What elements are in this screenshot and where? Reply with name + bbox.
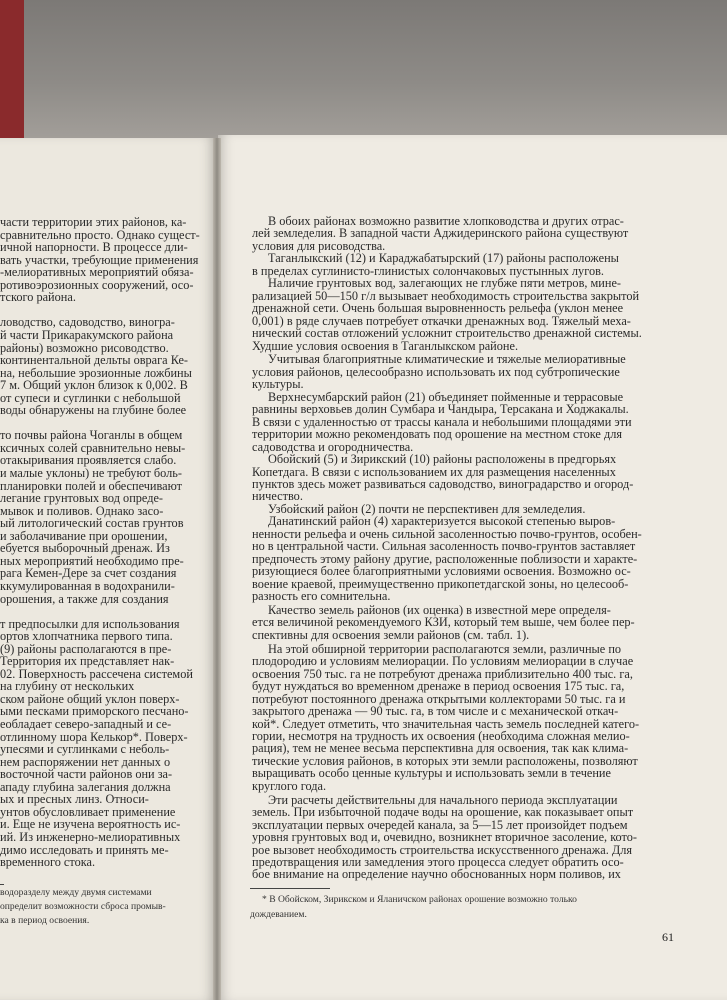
text-line: на, небольшие эрозионные ложбины — [0, 365, 192, 380]
book-gutter — [213, 138, 221, 1000]
text-line: потребуют постоянного дренажа открытыми коллекторами 50 тыс. га и — [252, 691, 626, 706]
text-line: Данатинский район (4) характеризуется высокой степенью выров- — [268, 514, 616, 529]
text-line: ничество. — [252, 489, 303, 504]
text-line: т предпосылки для использования — [0, 616, 180, 631]
text-line: уровня грунтовых вод и, очевидно, возникнет вторичное засоление, кото- — [252, 830, 637, 845]
text-line: отлинному шора Келькор*. Поверх- — [0, 729, 188, 744]
text-line: сравнительно просто. Однако сущест- — [0, 227, 200, 242]
text-line: Узбойский район (2) почти не перспективен для земледелия. — [268, 501, 586, 516]
text-line: садоводства и огородничества. — [252, 439, 414, 454]
text-line: (9) районы располагаются в пре- — [0, 641, 172, 656]
text-line: части территории этих районов, ка- — [0, 215, 187, 229]
text-line: то почвы района Чоганлы в общем — [0, 428, 183, 443]
text-line: и. Еще не изучена вероятность ис- — [0, 817, 181, 832]
text-line: ый литологический состав грунтов — [0, 516, 184, 531]
text-line: отакыривания проявляется слабо. — [0, 453, 177, 468]
text-line: в пределах суглинисто-глинистых солончаковых пустынных лугов. — [252, 263, 604, 278]
text-line: ыми песками приморского песчано- — [0, 704, 189, 719]
text-line: Обойский (5) и Зирикский (10) районы расположены в предгорьях — [268, 452, 617, 467]
text-line: ском районе общий уклон поверх- — [0, 691, 180, 706]
text-line: круглого года. — [252, 778, 327, 793]
text-line: 02. Поверхность рассечена системой — [0, 666, 193, 681]
text-line: спективны для освоения земли районов (см. табл. 1). — [252, 627, 530, 642]
text-line: разность его сомнительна. — [252, 589, 391, 603]
text-line: воение краевой, преимущественно прикопетдагской зоны, но целесооб- — [252, 576, 629, 591]
text-line: предотвращения или замедления этого процесса следует обратить осо- — [252, 854, 624, 869]
text-line: ичной напорности. В процессе дли- — [0, 240, 188, 255]
text-line: -мелиоративных мероприятий обяза- — [0, 265, 194, 280]
text-line: нем распоряжении нет данных о — [0, 754, 171, 769]
text-line: дождеванием. — [250, 909, 307, 920]
text-line: димо исследовать и принять ме- — [0, 842, 169, 857]
text-line: восточной части районов они за- — [0, 767, 173, 782]
text-line: предпочесть этому району другие, расположенные поблизости и характе- — [252, 551, 638, 566]
text-line: эксплуатации первых очередей канала, за 5—15 лет произойдет подъем — [252, 817, 628, 832]
text-line: Таганлыкский (12) и Караджабатырский (17) районы расположены — [268, 251, 619, 266]
text-line: 7 м. Общий уклон близок к 0,002. В — [0, 378, 188, 393]
text-line: временного стока. — [0, 855, 96, 870]
text-line: будут нуждаться во временном дренаже в период освоения 175 тыс. га, — [252, 679, 625, 694]
background-surface — [0, 0, 727, 138]
text-line: и заболачивание при орошении, — [0, 528, 168, 543]
text-line: земель. При избыточной подаче воды на орошение, как показывает опыт — [252, 805, 634, 820]
text-line: пунктов здесь может развиваться садоводство, виноградарство и огород- — [252, 476, 634, 491]
text-line: плодородию и условиям мелиорации. По условиям мелиорации в случае — [252, 654, 634, 669]
text-line: определит возможности сброса промыв- — [0, 901, 166, 912]
text-line: ловодство, садоводство, виногра- — [0, 315, 175, 330]
text-line: от супеси и суглинки с небольшой — [0, 390, 181, 405]
text-line: территории можно рекомендовать под орошение на местном стоке для — [252, 427, 622, 442]
text-line: нический состав отложений усложнит строительство дренажной системы. — [252, 326, 642, 341]
text-line: условия для рисоводства. — [252, 238, 386, 253]
text-line: дренажной сети. Очень большая выровненность рельефа (уклон менее — [252, 301, 624, 316]
text-line: орошения, а также для создания — [0, 591, 169, 606]
text-line: легание грунтовых вод опреде- — [0, 491, 164, 506]
text-line: Учитывая благоприятные климатические и тяжелые мелиоративные — [268, 352, 626, 367]
text-line: закрытого дренажа — 90 тыс. га, в том числе и с механической откач- — [252, 704, 619, 719]
text-line: Копетдага. В связи с использованием их для размещения населенных — [252, 464, 616, 479]
text-line: рага Кемен-Дере за счет создания — [0, 566, 177, 581]
text-line: мывок и поливов. Однако засо- — [0, 503, 164, 518]
text-line: но в центральной части. Сильная засоленность почво-грунтов заставляет — [252, 539, 636, 554]
book-cover-edge — [0, 0, 24, 145]
left-footnote-rule — [0, 884, 4, 885]
text-line: водоразделу между двумя системами — [0, 887, 152, 898]
text-line: гории, несмотря на трудность их освоения (необходима сложная мелио- — [252, 728, 630, 743]
text-line: й части Прикаракумского района — [0, 327, 174, 342]
text-line: и малые уклоны) не требуют боль- — [0, 466, 183, 480]
text-line: условия районов, целесообразно использовать их под субтропические — [252, 364, 620, 379]
text-line: рое вызовет необходимость строительства искусственного дренажа. Для — [252, 842, 633, 857]
text-line: В связи с удаленностью от трассы канала и небольшими площадями эти — [252, 414, 632, 429]
text-line: ксичных солей сравнительно невы- — [0, 440, 186, 455]
text-line: континентальной дельты оврага Ке- — [0, 353, 188, 368]
text-line: Территория их представляет нак- — [0, 654, 175, 669]
text-line: 0,001) в ряде случаев потребует откачки дренажных вод. Тяжелый меха- — [252, 313, 631, 328]
page-number: 61 — [662, 930, 674, 944]
text-line: ных мероприятий необходимо пре- — [0, 553, 184, 568]
text-line: ризующиеся более благоприятными условиями освоения. Возможно ос- — [252, 564, 631, 579]
text-line: рация), тем не менее весьма перспективна для освоения, так как клима- — [252, 741, 629, 756]
text-line: кой*. Следует отметить, что значительная часть земель последней катего- — [252, 716, 640, 731]
text-line: освоения 750 тыс. га не потребуют дренажа приблизительно 400 тыс. га, — [252, 666, 633, 681]
text-line: тского района. — [0, 290, 76, 305]
text-line: вать участки, требующие применения — [0, 252, 199, 267]
text-line: ападу глубина залегания должна — [0, 779, 171, 794]
text-line: тические условия районов, в которых эти земли расположены, позволяют — [252, 753, 638, 768]
text-line: культуры. — [252, 377, 304, 392]
text-line: ебуется выборочный дренаж. Из — [0, 541, 170, 556]
text-line: ется величиной рекомендуемого КЗИ, который тем выше, чем более пер- — [252, 615, 635, 630]
text-line: упесями и суглинками с неболь- — [0, 742, 170, 757]
text-line: * В Обойском, Зирикском и Яланичском районах орошение возможно только — [262, 894, 577, 905]
text-line: ротивоэрозионных сооружений, осо- — [0, 277, 194, 292]
text-line: ых и пресных линз. Относи- — [0, 792, 149, 807]
text-line: бое внимание на определение научно обоснованных норм поливов, их — [252, 867, 621, 882]
text-line: ка в период освоения. — [0, 915, 90, 926]
text-line: ий. Из инженерно-мелиоративных — [0, 829, 181, 844]
text-line: равнины верховьев долин Сумбара и Чандыра, Терсакана и Ходжакалы. — [252, 402, 629, 417]
text-line: районы) возможно рисоводство. — [0, 340, 169, 355]
text-line: ортов хлопчатника первого типа. — [0, 629, 173, 644]
text-line: унтов обусловливает применение — [0, 804, 176, 819]
footnote-rule — [250, 888, 330, 889]
text-line: На этой обширной территории располагаются земли, различные по — [268, 641, 622, 656]
text-line: ккумулированная в водохранили- — [0, 578, 175, 593]
text-line: лей земледелия. В западной части Аджидеринского района существуют — [252, 226, 629, 241]
text-line: на глубину от нескольких — [0, 679, 135, 694]
text-line: Эти расчеты действительны для начального периода эксплуатации — [268, 792, 618, 807]
text-line: Качество земель районов (их оценка) в известной мере определя- — [268, 602, 611, 617]
text-line: воды обнаружены на глубине более — [0, 403, 187, 418]
text-line: Верхнесумбарский район (21) объединяет пойменные и террасовые — [268, 389, 624, 404]
text-line: В обоих районах возможно развитие хлопководства и других отрас- — [268, 214, 624, 228]
text-line: Худшие условия освоения в Таганлыкском районе. — [252, 338, 519, 353]
text-line: планировки полей и обеспечивают — [0, 478, 183, 493]
text-line: еобладает северо-западный и се- — [0, 717, 172, 731]
text-line: ненности рельефа и очень сильной засоленностью почво-грунтов, особен- — [252, 526, 642, 541]
text-line: выращивать особо ценные культуры и использовать земли в течение — [252, 766, 611, 781]
text-line: рализацией 50—150 г/л вызывает необходимость строительства закрытой — [252, 288, 640, 303]
text-line: Наличие грунтовых вод, залегающих не глубже пяти метров, мине- — [268, 276, 622, 291]
